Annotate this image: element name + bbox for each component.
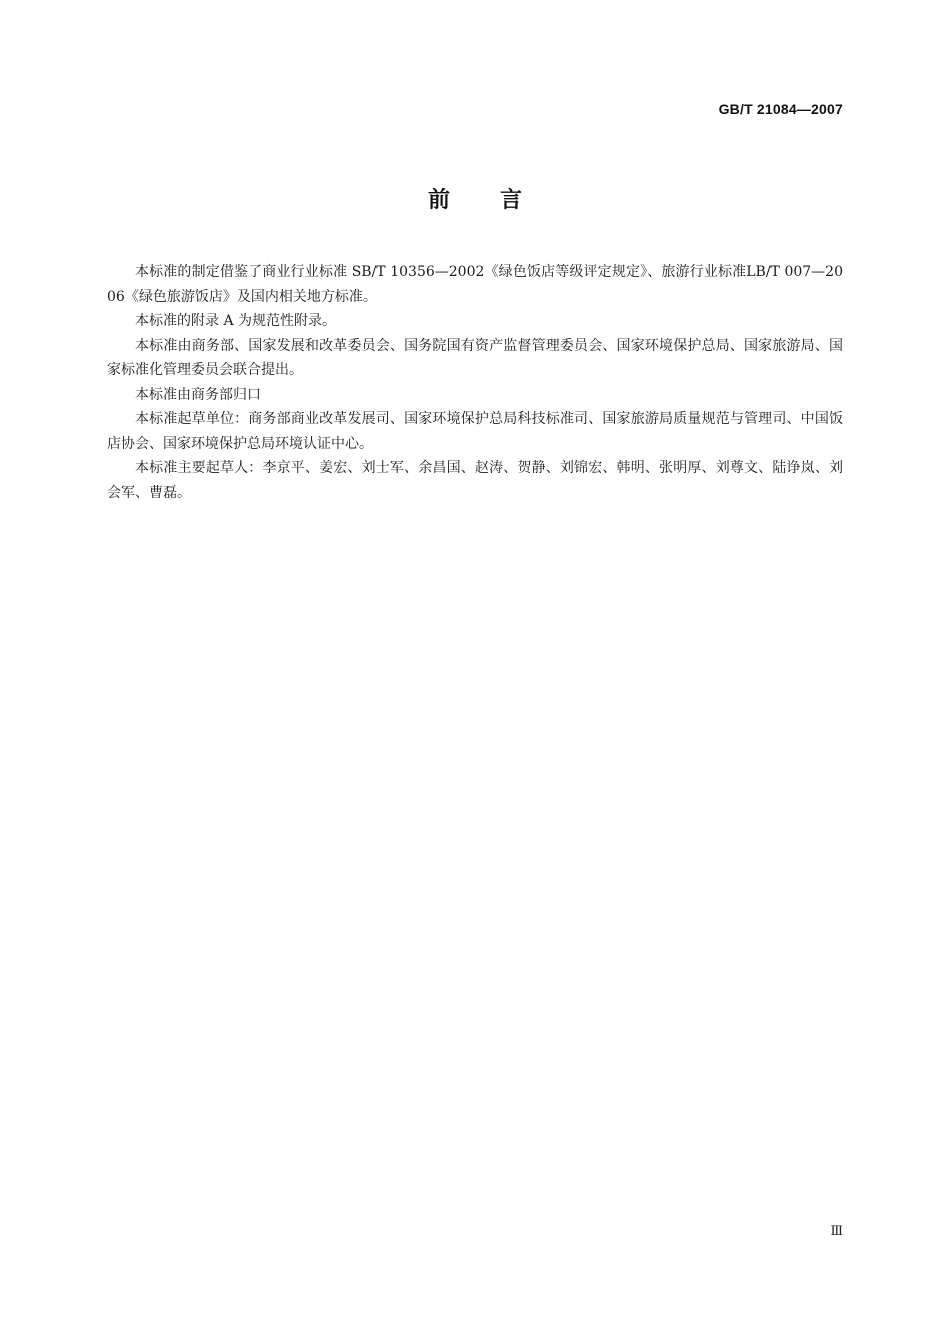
paragraph-proposed-by: 本标准由商务部、国家发展和改革委员会、国务院国有资产监督管理委员会、国家环境保护总局、国家旅游局、国家标准化管理委员会联合提出。 bbox=[107, 337, 843, 378]
foreword-body bbox=[107, 260, 843, 505]
page-title: 前言 bbox=[427, 188, 572, 213]
paragraph-appendix: 本标准的附录 A 为规范性附录。 bbox=[135, 313, 337, 329]
paragraph-drafters: 本标准主要起草人：李京平、姜宏、刘士军、余昌国、赵涛、贺静、刘锦宏、韩明、张明厚、刘尊文、陆诤岚、刘会军、曹磊。 bbox=[107, 460, 843, 501]
paragraph-administered-by: 本标准由商务部归口 bbox=[135, 386, 261, 403]
page-number: Ⅲ bbox=[830, 1224, 843, 1239]
standard-code: GB/T 21084—2007 bbox=[718, 101, 843, 117]
paragraph-reference-standards: 本标准的制定借鉴了商业行业标准 SB/T 10356—2002《绿色饭店等级评定规定》、旅游行业标准LB/T 007—2006《绿色旅游饭店》及国内相关地方标准。 bbox=[107, 264, 843, 305]
paragraph-drafting-units: 本标准起草单位：商务部商业改革发展司、国家环境保护总局科技标准司、国家旅游局质量规范与管理司、中国饭店协会、国家环境保护总局环境认证中心。 bbox=[107, 411, 843, 452]
